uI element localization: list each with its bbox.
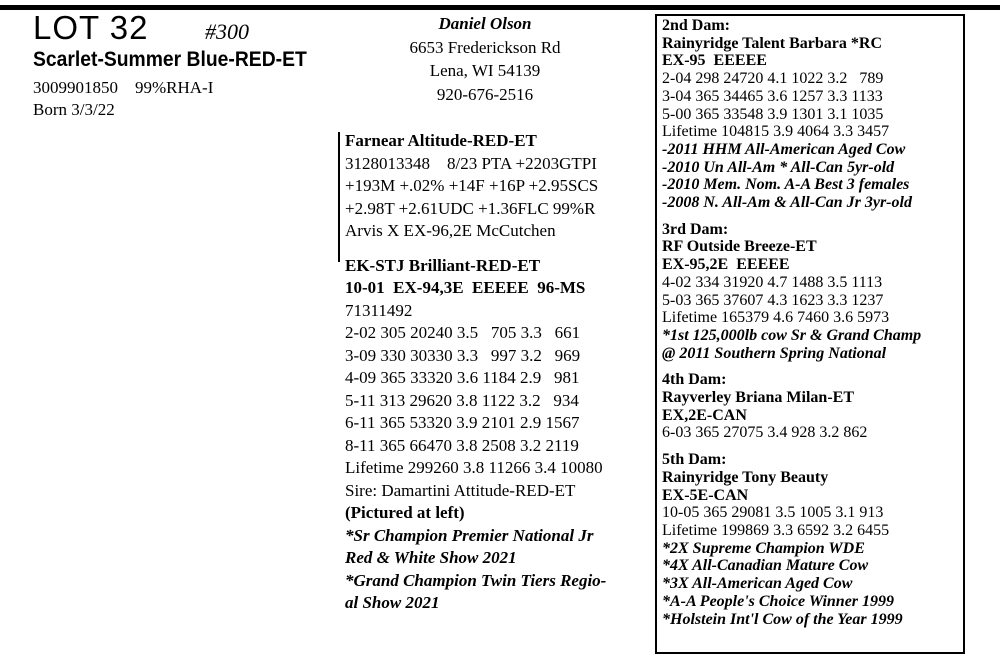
sire-bracket-rule	[338, 132, 340, 262]
third-dam-honor: @ 2011 Southern Spring National	[662, 344, 887, 362]
second-dam-lifetime: Lifetime 104815 3.9 4064 3.3 3457	[662, 123, 890, 141]
second-dam-honor: -2010 Un All-Am * All-Can 5yr-old	[662, 158, 895, 176]
dam-honor: al Show 2021	[345, 593, 440, 612]
second-dam-honor: -2011 HHM All-American Aged Cow	[662, 140, 906, 158]
dam-honor: *Grand Champion Twin Tiers Regio-	[345, 570, 607, 590]
second-dam-record: 3-04 365 34465 3.6 1257 3.3 1133	[662, 87, 883, 105]
third-dam-record: 4-02 334 31920 4.7 1488 3.5 1113	[662, 273, 883, 291]
fourth-dam-classification: EX,2E-CAN	[662, 406, 747, 424]
sire-dam-column	[345, 130, 635, 615]
pedigree-column	[662, 17, 962, 628]
sire-line: 3128013348 8/23 PTA +2203GTPI	[345, 153, 597, 173]
fourth-dam-name: Rayverley Briana Milan-ET	[662, 389, 854, 407]
third-dam-lifetime: Lifetime 165379 4.6 7460 3.6 5973	[662, 309, 890, 327]
dam-classification: 10-01 EX-94,3E EEEEE 96-MS	[345, 278, 586, 297]
fifth-dam-heading: 5th Dam:	[662, 451, 727, 469]
sire-name: Farnear Altitude-RED-ET	[345, 131, 537, 150]
dam-record: 8-11 365 66470 3.8 2508 3.2 2119	[345, 435, 579, 455]
dam-lifetime: Lifetime 299260 3.8 11266 3.4 10080	[345, 458, 603, 477]
consignor-phone: 920-676-2516	[436, 84, 534, 104]
second-dam-record: 5-00 365 33548 3.9 1301 3.1 1035	[662, 105, 884, 123]
fourth-dam-heading: 4th Dam:	[662, 371, 727, 389]
dam-sire: Sire: Damartini Attitude-RED-ET	[345, 480, 576, 500]
lot-title: LOT 32	[33, 9, 149, 46]
dam-record: 5-11 313 29620 3.8 1122 3.2 934	[345, 390, 579, 410]
consignor-address: 6653 Frederickson Rd	[409, 37, 561, 57]
third-dam-name: RF Outside Breeze-ET	[662, 238, 817, 256]
second-dam-classification: EX-95 EEEEE	[662, 52, 767, 70]
dam-honor: *Sr Champion Premier National Jr	[345, 525, 594, 545]
consignor-name: Daniel Olson	[438, 14, 532, 33]
third-dam-honor: *1st 125,000lb cow Sr & Grand Champ	[662, 326, 922, 344]
third-dam-record: 5-03 365 37607 4.3 1623 3.3 1237	[662, 291, 884, 309]
dam-record: 2-02 305 20240 3.5 705 3.3 661	[345, 323, 581, 342]
top-rule	[0, 5, 1000, 10]
fifth-dam-honor: *4X All-Canadian Mature Cow	[662, 557, 869, 575]
fifth-dam-classification: EX-5E-CAN	[662, 486, 749, 504]
third-dam-heading: 3rd Dam:	[662, 220, 729, 238]
fifth-dam-record: 10-05 365 29081 3.5 1005 3.1 913	[662, 504, 884, 522]
dam-reg: 71311492	[345, 300, 413, 320]
dam-honor: Red & White Show 2021	[345, 548, 517, 567]
dam-record: 4-09 365 33320 3.6 1184 2.9 981	[345, 368, 580, 387]
fourth-dam-record: 6-03 365 27075 3.4 928 3.2 862	[662, 424, 868, 442]
fifth-dam-honor: *3X All-American Aged Cow	[662, 575, 853, 593]
registration-line: 3009901850 99%RHA-I	[33, 78, 214, 97]
fifth-dam-honor: *2X Supreme Champion WDE	[662, 539, 865, 557]
dam-record: 6-11 365 53320 3.9 2101 2.9 1567	[345, 413, 580, 432]
consignor-city: Lena, WI 54139	[429, 61, 541, 80]
second-dam-heading: 2nd Dam:	[662, 17, 731, 34]
birth-date: Born 3/3/22	[33, 100, 115, 119]
second-dam-honor: -2008 N. All-Am & All-Can Jr 3yr-old	[662, 194, 912, 212]
sire-line: +2.98T +2.61UDC +1.36FLC 99%R	[345, 198, 596, 218]
animal-name: Scarlet-Summer Blue-RED-ET	[33, 48, 307, 71]
second-dam-honor: -2010 Mem. Nom. A-A Best 3 females	[662, 176, 910, 194]
fifth-dam-honor: *Holstein Int'l Cow of the Year 1999	[662, 610, 903, 628]
lot-number: #300	[205, 19, 249, 44]
dam-name: EK-STJ Brilliant-RED-ET	[345, 255, 541, 275]
consignor-block	[380, 12, 590, 106]
fifth-dam-name: Rainyridge Tony Beauty	[662, 468, 829, 486]
second-dam-name: Rainyridge Talent Barbara *RC	[662, 34, 883, 52]
second-dam-record: 2-04 298 24720 4.1 1022 3.2 789	[662, 70, 884, 88]
pictured-note: (Pictured at left)	[345, 503, 465, 522]
dam-record: 3-09 330 30330 3.3 997 3.2 969	[345, 345, 581, 365]
third-dam-classification: EX-95,2E EEEEE	[662, 256, 790, 274]
fifth-dam-lifetime: Lifetime 199869 3.3 6592 3.2 6455	[662, 521, 890, 539]
sire-line: +193M +.02% +14F +16P +2.95SCS	[345, 176, 599, 195]
fifth-dam-honor: *A-A People's Choice Winner 1999	[662, 592, 895, 610]
sire-line: Arvis X EX-96,2E McCutchen	[345, 221, 556, 240]
